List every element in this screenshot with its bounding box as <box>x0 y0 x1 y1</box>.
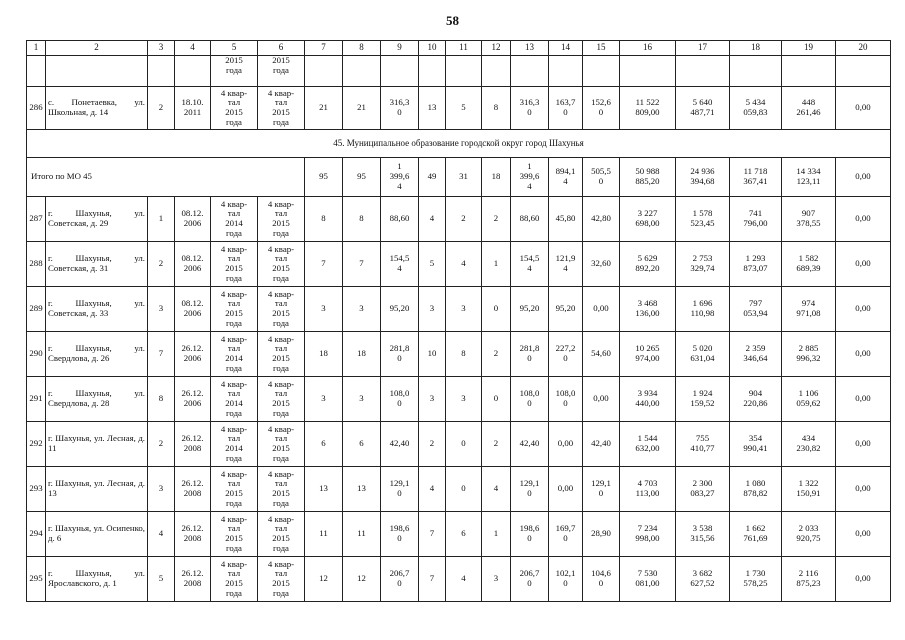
table-cell: 0,00 <box>549 422 583 467</box>
table-cell: 4 <box>148 512 175 557</box>
table-cell: 1 662 761,69 <box>730 512 782 557</box>
table-cell: 13 <box>343 467 381 512</box>
table-cell: 26.12. 2006 <box>175 377 211 422</box>
table-cell: 21 <box>343 87 381 130</box>
table-cell: 4 квар- тал 2015 года <box>258 197 305 242</box>
column-header: 16 <box>620 41 676 56</box>
total-cell: 14 334 123,11 <box>782 158 836 197</box>
empty-cell <box>730 56 782 87</box>
table-cell: 198,6 0 <box>511 512 549 557</box>
table-cell: 42,40 <box>381 422 419 467</box>
table-cell: 129,1 0 <box>583 467 620 512</box>
table-cell: 21 <box>305 87 343 130</box>
address-cell: г. Шахунья, ул. Советская, д. 33 <box>46 287 148 332</box>
table-cell: 316,3 0 <box>381 87 419 130</box>
column-header: 20 <box>836 41 891 56</box>
table-cell: 3 <box>446 377 482 422</box>
table-cell: 5 <box>148 557 175 602</box>
address-cell: с. Понетаевка, ул. Школьная, д. 14 <box>46 87 148 130</box>
column-header: 3 <box>148 41 175 56</box>
address-cell: г. Шахунья, ул. Лесная, д. 11 <box>46 422 148 467</box>
table-cell: 0,00 <box>836 377 891 422</box>
table-row <box>27 87 891 130</box>
table-cell: 1 696 110,98 <box>676 287 730 332</box>
table-cell: 4 квар- тал 2015 года <box>211 557 258 602</box>
table-cell: 10 265 974,00 <box>620 332 676 377</box>
table-cell: 18.10. 2011 <box>175 87 211 130</box>
total-cell: 11 718 367,41 <box>730 158 782 197</box>
table-cell: 5 <box>419 242 446 287</box>
table-row <box>27 332 891 377</box>
table-cell: 1 582 689,39 <box>782 242 836 287</box>
table-cell: 6 <box>446 512 482 557</box>
table-cell: 3 <box>446 287 482 332</box>
table-cell: 3 <box>419 287 446 332</box>
table-cell: 2 753 329,74 <box>676 242 730 287</box>
table-cell: 7 <box>305 242 343 287</box>
table-cell: 206,7 0 <box>511 557 549 602</box>
table-cell: 1 <box>482 512 511 557</box>
empty-cell <box>175 56 211 87</box>
table-cell: 7 <box>148 332 175 377</box>
table-cell: 121,9 4 <box>549 242 583 287</box>
table-cell: 1 544 632,00 <box>620 422 676 467</box>
total-label: Итого по МО 45 <box>27 158 305 197</box>
table-cell: 54,60 <box>583 332 620 377</box>
table-cell: 42,40 <box>583 422 620 467</box>
table-row <box>27 467 891 512</box>
table-cell: 4 квар- тал 2015 года <box>211 467 258 512</box>
empty-cell <box>446 56 482 87</box>
empty-cell <box>511 56 549 87</box>
total-cell: 31 <box>446 158 482 197</box>
total-cell: 1 399,6 4 <box>511 158 549 197</box>
table-cell: 0 <box>446 467 482 512</box>
section-row <box>27 130 891 158</box>
table-cell: 5 629 892,20 <box>620 242 676 287</box>
table-cell: 2015 года <box>211 56 258 87</box>
table-cell: 0,00 <box>836 242 891 287</box>
total-cell: 18 <box>482 158 511 197</box>
table-cell: 08.12. 2006 <box>175 287 211 332</box>
table-cell: 26.12. 2006 <box>175 332 211 377</box>
table-cell: 08.12. 2006 <box>175 197 211 242</box>
table-cell: 4 квар- тал 2014 года <box>211 422 258 467</box>
table-cell: 4 квар- тал 2014 года <box>211 377 258 422</box>
table-cell: 6 <box>343 422 381 467</box>
table-cell: 4 <box>419 197 446 242</box>
table-cell: 2 116 875,23 <box>782 557 836 602</box>
empty-cell <box>676 56 730 87</box>
table-cell: 4 квар- тал 2015 года <box>258 287 305 332</box>
table-cell: 0,00 <box>836 87 891 130</box>
table-cell: 4 <box>446 557 482 602</box>
column-header: 15 <box>583 41 620 56</box>
empty-cell <box>305 56 343 87</box>
table-cell: 227,2 0 <box>549 332 583 377</box>
table-cell: 154,5 4 <box>381 242 419 287</box>
table-cell: 448 261,46 <box>782 87 836 130</box>
column-header: 7 <box>305 41 343 56</box>
table-cell: 42,80 <box>583 197 620 242</box>
empty-cell <box>583 56 620 87</box>
address-cell: г. Шахунья, ул. Лесная, д. 13 <box>46 467 148 512</box>
table-cell: 291 <box>27 377 46 422</box>
table-cell: 316,3 0 <box>511 87 549 130</box>
table-cell: 4 квар- тал 2014 года <box>211 332 258 377</box>
table-cell: 8 <box>343 197 381 242</box>
table-cell: 8 <box>446 332 482 377</box>
total-cell: 0,00 <box>836 158 891 197</box>
table-cell: 0,00 <box>549 467 583 512</box>
table-cell: 293 <box>27 467 46 512</box>
table-cell: 3 <box>482 557 511 602</box>
table-row <box>27 242 891 287</box>
empty-cell <box>620 56 676 87</box>
table-cell: 1 <box>148 197 175 242</box>
table-cell: 206,7 0 <box>381 557 419 602</box>
table-cell: 2 300 083,27 <box>676 467 730 512</box>
table-body <box>27 41 891 602</box>
table-cell: 1 322 150,91 <box>782 467 836 512</box>
table-cell: 18 <box>305 332 343 377</box>
table-cell: 4 квар- тал 2015 года <box>258 87 305 130</box>
table-cell: 281,8 0 <box>381 332 419 377</box>
address-cell: г. Шахунья, ул. Ярославского, д. 1 <box>46 557 148 602</box>
empty-cell <box>549 56 583 87</box>
table-cell: 12 <box>305 557 343 602</box>
table-cell: 4 квар- тал 2015 года <box>258 557 305 602</box>
table-cell: 8 <box>305 197 343 242</box>
table-row <box>27 287 891 332</box>
table-cell: 129,1 0 <box>511 467 549 512</box>
column-header: 5 <box>211 41 258 56</box>
table-cell: 0,00 <box>583 287 620 332</box>
table-cell: 32,60 <box>583 242 620 287</box>
empty-cell <box>27 56 46 87</box>
table-cell: 26.12. 2008 <box>175 512 211 557</box>
empty-cell <box>46 56 148 87</box>
table-cell: 4 квар- тал 2015 года <box>211 512 258 557</box>
table-cell: 0,00 <box>836 512 891 557</box>
table-cell: 163,7 0 <box>549 87 583 130</box>
table-cell: 4 <box>419 467 446 512</box>
table-cell: 7 <box>419 557 446 602</box>
table-cell: 741 796,00 <box>730 197 782 242</box>
table-cell: 26.12. 2008 <box>175 557 211 602</box>
table-cell: 4 квар- тал 2015 года <box>211 287 258 332</box>
table-cell: 1 578 523,45 <box>676 197 730 242</box>
table-cell: 45,80 <box>549 197 583 242</box>
table-cell: 1 730 578,25 <box>730 557 782 602</box>
table-cell: 286 <box>27 87 46 130</box>
table-cell: 26.12. 2008 <box>175 467 211 512</box>
table-cell: 3 227 698,00 <box>620 197 676 242</box>
table-cell: 08.12. 2006 <box>175 242 211 287</box>
table-cell: 102,1 0 <box>549 557 583 602</box>
total-cell: 49 <box>419 158 446 197</box>
address-cell: г. Шахунья, ул. Свердлова, д. 26 <box>46 332 148 377</box>
column-header: 9 <box>381 41 419 56</box>
total-row <box>27 158 891 197</box>
table-cell: 289 <box>27 287 46 332</box>
table-cell: 2 359 346,64 <box>730 332 782 377</box>
table-cell: 354 990,41 <box>730 422 782 467</box>
table-cell: 12 <box>343 557 381 602</box>
table-cell: 4 703 113,00 <box>620 467 676 512</box>
column-header: 11 <box>446 41 482 56</box>
table-cell: 0,00 <box>583 377 620 422</box>
table-cell: 4 квар- тал 2015 года <box>258 512 305 557</box>
table-cell: 904 220,86 <box>730 377 782 422</box>
table-cell: 7 234 998,00 <box>620 512 676 557</box>
table-cell: 1 106 059,62 <box>782 377 836 422</box>
address-cell: г. Шахунья, ул. Советская, д. 31 <box>46 242 148 287</box>
table-cell: 154,5 4 <box>511 242 549 287</box>
table-cell: 1 293 873,07 <box>730 242 782 287</box>
table-cell: 0,00 <box>836 287 891 332</box>
column-header: 6 <box>258 41 305 56</box>
table-cell: 18 <box>343 332 381 377</box>
table-cell: 6 <box>305 422 343 467</box>
table-cell: 434 230,82 <box>782 422 836 467</box>
table-cell: 3 <box>305 377 343 422</box>
table-cell: 974 971,08 <box>782 287 836 332</box>
table-row <box>27 512 891 557</box>
total-cell: 24 936 394,68 <box>676 158 730 197</box>
table-cell: 11 522 809,00 <box>620 87 676 130</box>
table-cell: 95,20 <box>511 287 549 332</box>
table-cell: 5 <box>446 87 482 130</box>
table-cell: 0,00 <box>836 557 891 602</box>
table-cell: 152,6 0 <box>583 87 620 130</box>
table-cell: 0 <box>482 287 511 332</box>
total-cell: 95 <box>305 158 343 197</box>
table-cell: 290 <box>27 332 46 377</box>
table-cell: 3 468 136,00 <box>620 287 676 332</box>
table-cell: 129,1 0 <box>381 467 419 512</box>
table-cell: 1 924 159,52 <box>676 377 730 422</box>
table-cell: 4 квар- тал 2015 года <box>258 377 305 422</box>
table-cell: 2 <box>148 87 175 130</box>
table-cell: 104,6 0 <box>583 557 620 602</box>
column-header: 18 <box>730 41 782 56</box>
table-cell: 294 <box>27 512 46 557</box>
table-cell: 0,00 <box>836 197 891 242</box>
table-cell: 7 530 081,00 <box>620 557 676 602</box>
address-cell: г. Шахунья, ул. Советская, д. 29 <box>46 197 148 242</box>
table-cell: 11 <box>343 512 381 557</box>
column-header: 14 <box>549 41 583 56</box>
table-cell: 0,00 <box>836 467 891 512</box>
table-cell: 5 020 631,04 <box>676 332 730 377</box>
table-cell: 2 <box>482 197 511 242</box>
table-cell: 10 <box>419 332 446 377</box>
table-cell: 26.12. 2008 <box>175 422 211 467</box>
table-cell: 4 квар- тал 2015 года <box>258 467 305 512</box>
column-header: 10 <box>419 41 446 56</box>
table-cell: 28,90 <box>583 512 620 557</box>
column-header: 12 <box>482 41 511 56</box>
table-cell: 292 <box>27 422 46 467</box>
table-cell: 3 <box>343 287 381 332</box>
table-cell: 3 <box>305 287 343 332</box>
table-cell: 4 квар- тал 2015 года <box>211 87 258 130</box>
table-cell: 11 <box>305 512 343 557</box>
empty-cell <box>148 56 175 87</box>
table-cell: 8 <box>148 377 175 422</box>
table-row <box>27 377 891 422</box>
table-cell: 4 <box>482 467 511 512</box>
table-cell: 95,20 <box>381 287 419 332</box>
table-cell: 88,60 <box>381 197 419 242</box>
table-cell: 288 <box>27 242 46 287</box>
table-cell: 2 885 996,32 <box>782 332 836 377</box>
table-cell: 169,7 0 <box>549 512 583 557</box>
empty-cell <box>381 56 419 87</box>
table-cell: 3 538 315,56 <box>676 512 730 557</box>
column-header: 19 <box>782 41 836 56</box>
column-header: 8 <box>343 41 381 56</box>
table-cell: 2 <box>148 242 175 287</box>
table-cell: 42,40 <box>511 422 549 467</box>
total-cell: 894,1 4 <box>549 158 583 197</box>
table-cell: 3 934 440,00 <box>620 377 676 422</box>
table-cell: 2 <box>419 422 446 467</box>
table-cell: 13 <box>419 87 446 130</box>
table-cell: 2 <box>148 422 175 467</box>
section-title: 45. Муниципальное образование городской округ город Шахунья <box>27 130 891 158</box>
table-cell: 3 <box>148 467 175 512</box>
table-row <box>27 422 891 467</box>
table-cell: 4 <box>446 242 482 287</box>
table-cell: 4 квар- тал 2015 года <box>258 242 305 287</box>
table-cell: 7 <box>343 242 381 287</box>
table-cell: 0,00 <box>836 332 891 377</box>
table-cell: 5 640 487,71 <box>676 87 730 130</box>
address-cell: г. Шахунья, ул. Свердлова, д. 28 <box>46 377 148 422</box>
table-cell: 2 033 920,75 <box>782 512 836 557</box>
table-cell: 295 <box>27 557 46 602</box>
empty-cell <box>419 56 446 87</box>
column-header: 2 <box>46 41 148 56</box>
table-cell: 2015 года <box>258 56 305 87</box>
address-cell: г. Шахунья, ул. Осипенко, д. 6 <box>46 512 148 557</box>
table-cell: 7 <box>419 512 446 557</box>
total-cell: 50 988 885,20 <box>620 158 676 197</box>
table-cell: 5 434 059,83 <box>730 87 782 130</box>
column-header: 17 <box>676 41 730 56</box>
column-header: 4 <box>175 41 211 56</box>
table-cell: 3 682 627,52 <box>676 557 730 602</box>
table-cell: 4 квар- тал 2015 года <box>258 332 305 377</box>
registry-table <box>26 40 891 602</box>
table-cell: 797 053,94 <box>730 287 782 332</box>
column-header: 1 <box>27 41 46 56</box>
total-cell: 505,5 0 <box>583 158 620 197</box>
table-cell: 2 <box>482 332 511 377</box>
table-cell: 2 <box>446 197 482 242</box>
table-cell: 1 080 878,82 <box>730 467 782 512</box>
table-cell: 108,0 0 <box>511 377 549 422</box>
table-cell: 198,6 0 <box>381 512 419 557</box>
table-cell: 0,00 <box>836 422 891 467</box>
total-cell: 1 399,6 4 <box>381 158 419 197</box>
table-cell: 1 <box>482 242 511 287</box>
table-cell: 4 квар- тал 2015 года <box>211 242 258 287</box>
table-cell: 0 <box>482 377 511 422</box>
page-number: 58 <box>446 13 459 28</box>
table-cell: 8 <box>482 87 511 130</box>
table-cell: 3 <box>419 377 446 422</box>
table-cell: 4 квар- тал 2014 года <box>211 197 258 242</box>
empty-cell <box>782 56 836 87</box>
column-number-row <box>27 41 891 56</box>
table-cell: 88,60 <box>511 197 549 242</box>
table-cell: 287 <box>27 197 46 242</box>
continuation-row <box>27 56 891 87</box>
table-cell: 3 <box>148 287 175 332</box>
table-cell: 108,0 0 <box>381 377 419 422</box>
empty-cell <box>343 56 381 87</box>
table-cell: 108,0 0 <box>549 377 583 422</box>
table-cell: 3 <box>343 377 381 422</box>
table-cell: 13 <box>305 467 343 512</box>
empty-cell <box>836 56 891 87</box>
empty-cell <box>482 56 511 87</box>
table-cell: 281,8 0 <box>511 332 549 377</box>
table-row <box>27 557 891 602</box>
table-row <box>27 197 891 242</box>
table-cell: 2 <box>482 422 511 467</box>
column-header: 13 <box>511 41 549 56</box>
table-cell: 755 410,77 <box>676 422 730 467</box>
table-cell: 4 квар- тал 2015 года <box>258 422 305 467</box>
table-cell: 907 378,55 <box>782 197 836 242</box>
table-cell: 95,20 <box>549 287 583 332</box>
table-cell: 0 <box>446 422 482 467</box>
total-cell: 95 <box>343 158 381 197</box>
